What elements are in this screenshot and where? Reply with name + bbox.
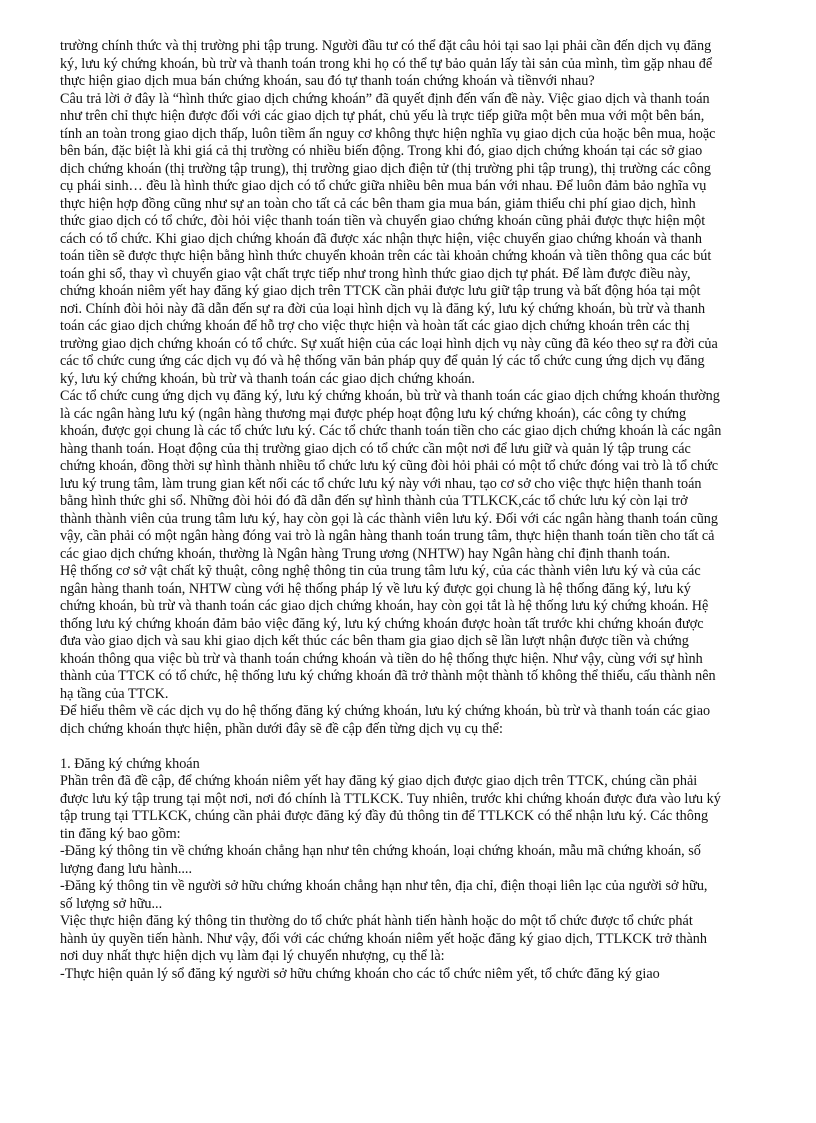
paragraph-system: Hệ thống cơ sở vật chất kỹ thuật, công nghệ thông tin của trung tâm lưu ký, của các thành viên lưu ký và của các ngân hàng thanh toán, NHTW cùng với hệ thống pháp lý về lưu ký được gọi chung là hệ thống đăng ký, lưu ký chứng khoán, bù trừ và thanh toán các giao dịch chứng khoán, hay còn gọi tắt là hệ thống lưu ký chứng khoán. Hệ thống lưu ký chứng khoán đảm bảo việc đăng ký, lưu ký chứng khoán được hoàn tất trước khi chứng khoán được đưa vào giao dịch và sau khi giao dịch kết thúc các bên tham gia giao dịch sẽ lần lượt nhận được tiền và chứng khoán thông qua việc bù trừ và thanh toán chứng khoán và tiền do hệ thống thực hiện. Như vậy, cùng với sự hình thành của TTCK có tổ chức, hệ thống lưu ký chứng khoán đã trở thành một thành tố không thể thiếu, cấu thành nên hạ tầng của TTCK. bbox=[60, 563, 716, 702]
section-heading: 1. Đăng ký chứng khoán bbox=[60, 755, 200, 772]
document-page bbox=[60, 38, 722, 983]
paragraph-services-intro: Để hiểu thêm về các dịch vụ do hệ thống đăng ký chứng khoán, lưu ký chứng khoán, bù trừ và thanh toán các giao dịch chứng khoán thực hiện, phần dưới đây sẽ đề cập đến từng dịch vụ cụ thể: bbox=[60, 703, 711, 737]
list-item: -Thực hiện quản lý sổ đăng ký người sở hữu chứng khoán cho các tổ chức niêm yết, tổ chức đăng ký giao bbox=[60, 965, 660, 982]
list-item: -Đăng ký thông tin về người sở hữu chứng khoán chẳng hạn như tên, địa chỉ, điện thoại liên lạc của người sở hữu, số lượng sở hữu... bbox=[60, 878, 708, 912]
paragraph-organizations: Các tổ chức cung ứng dịch vụ đăng ký, lưu ký chứng khoán, bù trừ và thanh toán các giao dịch chứng khoán thường là các ngân hàng lưu ký (ngân hàng thương mại được phép hoạt động lưu ký chứng khoán), các công ty chứng khoán, được gọi chung là các tổ chức lưu ký. Các tổ chức thanh toán tiền cho các giao dịch chứng khoán là các ngân hàng thanh toán. Hoạt động của thị trường giao dịch có tổ chức cần một nơi để lưu giữ và quản lý tập trung các chứng khoán, đồng thời sự hình thành nhiều tổ chức lưu ký cũng đòi hỏi phải có một tổ chức đóng vai trò là tổ chức lưu ký trung tâm, làm trung gian kết nối các tổ chức lưu ký này với nhau, tạo cơ sở cho việc thực hiện thanh toán bằng hình thức ghi sổ. Những đòi hỏi đó đã dẫn đến sự hình thành của TTLKCK,các tổ chức lưu ký còn lại trở thành thành viên của trung tâm lưu ký, hay còn gọi là các thành viên lưu ký. Đối với các ngân hàng thanh toán cũng vậy, cần phải có một ngân hàng đóng vai trò là ngân hàng thanh toán trung tâm, thực hiện thanh toán tiền cho tất cả các giao dịch chứng khoán, thường là Ngân hàng Trung ương (NHTW) hay Ngân hàng chỉ định thanh toán. bbox=[60, 388, 722, 562]
paragraph-intro: trường chính thức và thị trường phi tập trung. Người đầu tư có thể đặt câu hỏi tại sao lại phải cần đến dịch vụ đăng ký, lưu ký chứng khoán, bù trừ và thanh toán trong khi họ có thể tự bảo quản lấy tài sản của mình, tìm gặp nhau để thực hiện giao dịch mua bán chứng khoán, sau đó tự thanh toán chứng khoán và tiềnvới nhau? bbox=[60, 38, 713, 89]
blank-line bbox=[60, 738, 722, 756]
list-item: -Đăng ký thông tin về chứng khoán chẳng hạn như tên chứng khoán, loại chứng khoán, mẫu mã chứng khoán, số lượng đang lưu hành.... bbox=[60, 843, 701, 877]
paragraph-implementation: Việc thực hiện đăng ký thông tin thường do tổ chức phát hành tiến hành hoặc do một tổ chức được tổ chức phát hành ủy quyền tiến hành. Như vậy, đối với các chứng khoán niêm yết hoặc đăng ký giao dịch, TTLKCK trở thành nơi duy nhất thực hiện dịch vụ làm đại lý chuyển nhượng, cụ thể là: bbox=[60, 913, 707, 964]
paragraph-answer: Câu trả lời ở đây là “hình thức giao dịch chứng khoán” đã quyết định đến vấn đề này. Việc giao dịch và thanh toán như trên chỉ thực hiện được đối với các giao dịch tự phát, chủ yếu là trực tiếp giữa một bên mua với một bên bán, tính an toàn trong giao dịch thấp, luôn tiềm ẩn nguy cơ không thực hiện nghĩa vụ giao dịch của hoặc bên mua, hoặc bên bán, đặc biệt là khi giá cả thị trường có nhiều biến động. Trong khi đó, giao dịch chứng khoán tại các sở giao dịch chứng khoán (thị trường tập trung), thị trường giao dịch điện tử (thị trường phi tập trung), thị trường các công cụ phái sinh… đều là hình thức giao dịch có tổ chức giữa nhiều bên mua bán với nhau. Để luôn đảm bảo nghĩa vụ thực hiện hợp đồng cũng như sự an toàn cho tất cả các bên tham gia mua bán, giảm thiểu chi phí giao dịch, hình thức giao dịch có tổ chức, đòi hỏi việc thanh toán tiền và chuyển giao chứng khoán cũng phải được thực hiện một cách có tổ chức. Khi giao dịch chứng khoán đã được xác nhận thực hiện, việc chuyển giao chứng khoán và thanh toán tiền sẽ được thực hiện bằng hình thức chuyển khoản trên các tài khoản chứng khoán và tiền thông qua các bút toán ghi sổ, thay vì chuyển giao vật chất trực tiếp như trong hình thức giao dịch tự phát. Để làm được điều này, chứng khoán niêm yết hay đăng ký giao dịch trên TTCK cần phải được lưu giữ tập trung và bất động hóa tại một nơi. Chính đòi hỏi này đã dẫn đến sự ra đời của loại hình dịch vụ là đăng ký, lưu ký chứng khoán, bù trừ và thanh toán các giao dịch chứng khoán để hỗ trợ cho việc thực hiện và hoàn tất các giao dịch chứng khoán trên các thị trường giao dịch chứng khoán có tổ chức. Sự xuất hiện của các loại hình dịch vụ này cũng đã kéo theo sự ra đời của các tổ chức cung ứng các dịch vụ đó và hệ thống văn bản pháp quy để quản lý các tổ chức cung ứng dịch vụ đăng ký, lưu ký chứng khoán, bù trừ và thanh toán các giao dịch chứng khoán. bbox=[60, 90, 718, 387]
paragraph-registration: Phần trên đã đề cập, để chứng khoán niêm yết hay đăng ký giao dịch được giao dịch trên TTCK, chúng cần phải được lưu ký tập trung tại một nơi, nơi đó chính là TTLKCK. Tuy nhiên, trước khi chứng khoán được đưa vào lưu ký tập trung tại TTLKCK, chúng cần phải được đăng ký đầy đủ thông tin để TTLKCK có thể nhận lưu ký. Các thông tin đăng ký bao gồm: bbox=[60, 773, 721, 842]
